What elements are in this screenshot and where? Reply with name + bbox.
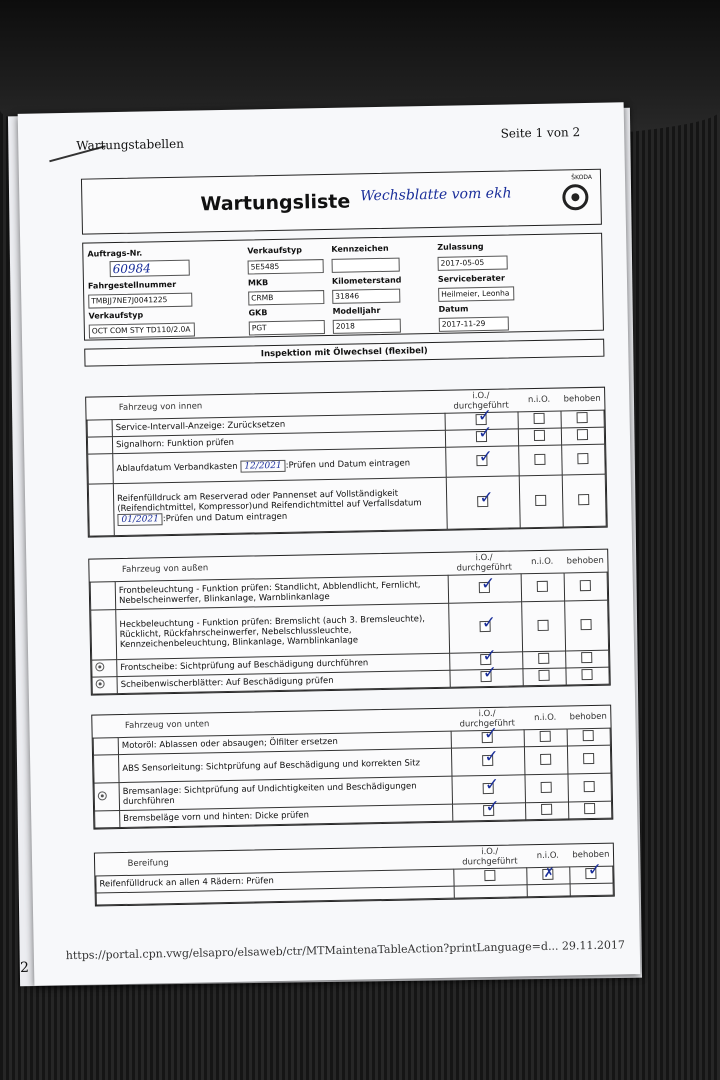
section-title: Fahrzeug von innen — [118, 401, 203, 414]
label-modelljahr: Modelljahr — [332, 305, 381, 316]
section-aussen — [88, 549, 611, 696]
maintenance-sheet — [18, 102, 641, 985]
col-nio-header: n.i.O. — [530, 556, 554, 568]
skoda-logo-icon — [562, 184, 588, 210]
behoben-checkbox[interactable] — [578, 452, 589, 463]
nio-checkbox[interactable] — [538, 619, 549, 630]
io-checkbox[interactable] — [481, 662, 498, 684]
row-text: Bremsbeläge vorn und hinten: Dicke prüfen — [120, 804, 453, 827]
row-text: Frontbeleuchtung - Funktion prüfen: Standlicht, Abblendlicht, Fernlicht, Nebelscheinwerfer, Blinkanlage, Warnblinkanlage — [115, 575, 448, 609]
col-io-header: i.O./ durchgeführt — [456, 552, 513, 574]
behoben-checkbox[interactable] — [578, 493, 589, 504]
table-row — [88, 474, 606, 536]
section-unten — [91, 705, 613, 830]
col-nio-header: n.i.O. — [527, 394, 551, 406]
col-nio-header: n.i.O. — [533, 712, 557, 724]
label-kennzeichen: Kennzeichen — [331, 243, 389, 254]
nio-checkbox[interactable] — [540, 731, 551, 742]
label-verkaufstyp2: Verkaufstyp — [88, 310, 144, 321]
col-io-header: i.O./ durchgeführt — [453, 390, 509, 412]
nio-checkbox[interactable] — [537, 580, 548, 591]
row-text: Signalhorn: Funktion prüfen — [112, 430, 445, 453]
nio-checkbox[interactable] — [538, 653, 549, 664]
page-title: Wartungsliste — [200, 190, 351, 216]
behoben-checkbox[interactable] — [583, 752, 594, 763]
label-verkaufstyp: Verkaufstyp — [247, 245, 302, 256]
value-km: 31846 — [332, 289, 400, 304]
brand-name: ŠKODA — [571, 173, 593, 182]
col-behoben-header: behoben — [572, 849, 610, 861]
section-bereifung — [94, 843, 615, 907]
inspection-type: Inspektion mit Ölwechsel (flexibel) — [84, 339, 604, 367]
io-checkbox[interactable] — [483, 774, 500, 795]
check-mark-icon: ✓ — [477, 422, 493, 444]
nio-checkbox[interactable] — [540, 753, 551, 764]
section-innen — [85, 387, 608, 538]
value-mkb: CRMB — [248, 290, 324, 305]
behoben-checkbox[interactable] — [586, 859, 603, 881]
col-nio-header: n.i.O. — [536, 850, 559, 862]
label-km: Kilometerstand — [331, 275, 402, 286]
check-mark-icon: ✓ — [480, 573, 496, 594]
section-title: Fahrzeug von außen — [121, 563, 209, 575]
io-checkbox[interactable] — [477, 487, 494, 508]
section-title: Bereifung — [127, 858, 169, 869]
row-text: Reifenfülldruck an allen 4 Rädern: Prüfen — [96, 869, 454, 893]
behoben-checkbox[interactable] — [581, 652, 592, 663]
check-mark-icon: ✓ — [477, 405, 493, 427]
nio-checkbox[interactable] — [534, 430, 545, 441]
behoben-checkbox[interactable] — [582, 669, 593, 680]
row-text: Ablaufdatum Verbandkasten 12/2021 :Prüfen und Datum eintragen — [113, 447, 446, 483]
row-text: Bremsanlage: Sichtprüfung auf Undichtigkeiten und Beschädigungen durchführen — [119, 776, 452, 810]
behoben-checkbox[interactable] — [577, 429, 588, 440]
label-gkb: GKB — [248, 308, 268, 318]
nio-checkbox[interactable] — [535, 453, 546, 464]
nio-checkbox[interactable] — [541, 781, 552, 792]
value-kennzeichen — [332, 258, 400, 273]
nio-checkbox[interactable] — [534, 413, 545, 424]
nio-checkbox[interactable] — [543, 865, 555, 881]
io-checkbox[interactable] — [482, 723, 499, 745]
io-checkbox[interactable] — [482, 746, 499, 767]
label-mkb: MKB — [247, 278, 269, 288]
io-checkbox[interactable] — [476, 422, 493, 444]
behoben-checkbox[interactable] — [583, 730, 594, 741]
nio-checkbox[interactable] — [535, 494, 546, 505]
io-checkbox[interactable] — [485, 870, 496, 881]
section-title: Fahrzeug von unten — [124, 719, 210, 731]
radio-icon[interactable] — [95, 662, 104, 671]
check-mark-icon: ✓ — [478, 446, 494, 467]
title-box — [81, 169, 602, 235]
io-checkbox[interactable] — [477, 446, 494, 467]
value-verkaufstyp: 5E5485 — [248, 259, 324, 274]
value-zulassung: 2017-05-05 — [438, 256, 508, 271]
check-mark-icon: ✓ — [483, 723, 499, 745]
col-behoben-header: behoben — [563, 393, 601, 405]
nio-checkbox[interactable] — [539, 670, 550, 681]
header-left: Wartungstabellen — [76, 136, 185, 153]
radio-icon[interactable] — [98, 791, 107, 800]
value-auftrag: 60984 — [110, 260, 190, 278]
value-fahrgestell: TMBJJ7NE7J0041225 — [88, 293, 192, 309]
col-io-header: i.O./ durchgeführt — [462, 846, 518, 868]
check-mark-icon: ✓ — [482, 645, 497, 667]
row-text: Heckbeleuchtung - Funktion prüfen: Bremslicht (auch 3. Bremsleuchte), Rücklicht, Rückfahrscheinwerfer, Nebelschlussleuchte, Kennzeichenbeleuchtung, Blinkanlage, Warnblinkanlage — [116, 603, 450, 659]
label-berater: Serviceberater — [437, 273, 505, 284]
row-text: ABS Sensorleitung: Sichtprüfung auf Beschädigung und korrekten Sitz — [119, 748, 452, 782]
io-checkbox[interactable] — [480, 612, 497, 633]
handwritten-date: 01/2021 — [117, 513, 163, 526]
behoben-checkbox[interactable] — [584, 780, 595, 791]
row-text: Motoröl: Ablassen oder absaugen; Ölfilter ersetzen — [118, 731, 451, 754]
nio-checkbox[interactable] — [541, 804, 552, 815]
check-mark-icon: ✓ — [479, 487, 494, 508]
check-mark-icon: ✓ — [484, 746, 499, 767]
value-modelljahr: 2018 — [333, 319, 401, 334]
label-zulassung: Zulassung — [437, 241, 484, 252]
handwritten-note: Wechsblatte vom ekh — [360, 185, 512, 205]
radio-icon[interactable] — [96, 679, 105, 688]
handwritten-date: 12/2021 — [240, 459, 286, 472]
check-mark-icon: ✓ — [482, 662, 498, 684]
io-checkbox[interactable] — [479, 573, 496, 594]
value-verkaufstyp2: OCT COM STY TD110/2.0A — [89, 323, 195, 339]
behoben-checkbox[interactable] — [581, 618, 592, 629]
row-text: Service-Intervall-Anzeige: Zurücksetzen — [112, 413, 445, 436]
behoben-checkbox[interactable] — [580, 579, 591, 590]
footer-url: https://portal.cpn.vwg/elsapro/elsaweb/ctr/MTMaintenaTableAction?printLanguage=d... 29.11.2017 — [65, 938, 626, 963]
x-mark-icon: ✗ — [543, 865, 555, 881]
row-text: Reifenfülldruck am Reserverad oder Pannenset auf Vollständigkeit (Reifendichtmittel, Kompressor)und Reifendichtmittel auf Verfallsdatum 01/2021 :Prüfen und Datum eintragen — [113, 477, 447, 535]
io-checkbox[interactable] — [483, 796, 500, 818]
label-auftrag: Auftrags-Nr. — [87, 248, 143, 259]
check-mark-icon: ✓ — [481, 612, 497, 633]
corner-mark: 2 — [19, 959, 30, 977]
col-behoben-header: behoben — [566, 555, 604, 567]
vehicle-info-box — [82, 233, 604, 341]
col-io-header: i.O./ durchgeführt — [459, 708, 516, 730]
value-gkb: PGT — [249, 320, 325, 335]
row-text: Frontscheibe: Sichtprüfung auf Beschädigung durchführen — [117, 653, 450, 676]
value-berater: Heilmeier, Leonha — [438, 286, 514, 301]
check-mark-icon: ✓ — [484, 774, 500, 795]
col-behoben-header: behoben — [569, 711, 607, 723]
value-datum: 2017-11-29 — [439, 317, 509, 332]
label-datum: Datum — [438, 304, 469, 314]
header-right: Seite 1 von 2 — [500, 125, 581, 141]
behoben-checkbox[interactable] — [584, 803, 595, 814]
row-text: Scheibenwischerblätter: Auf Beschädigung prüfen — [117, 670, 450, 693]
label-fahrgestell: Fahrgestellnummer — [87, 279, 177, 291]
behoben-checkbox[interactable] — [577, 412, 588, 423]
check-mark-icon: ✓ — [485, 796, 500, 818]
check-mark-icon: ✓ — [587, 859, 603, 881]
